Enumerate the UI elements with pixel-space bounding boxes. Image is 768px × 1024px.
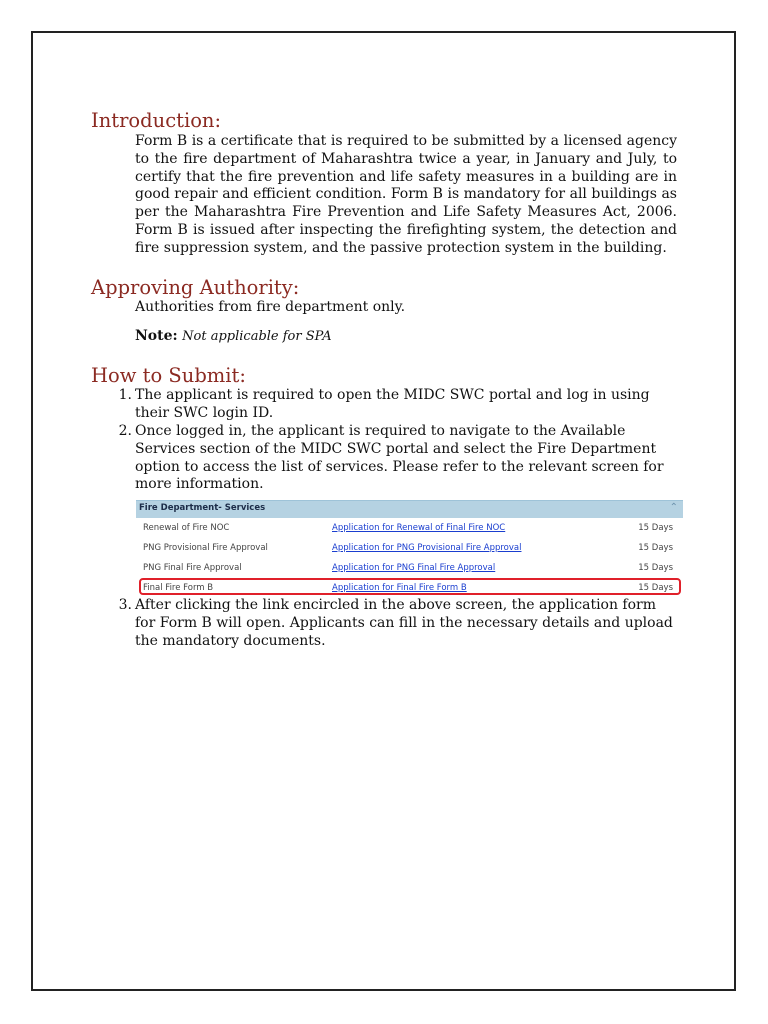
note-text: Not applicable for SPA bbox=[182, 329, 332, 344]
service-days: 15 Days bbox=[638, 563, 673, 573]
form-b-application-link[interactable]: Application for Final Fire Form B bbox=[332, 583, 467, 593]
service-days: 15 Days bbox=[638, 583, 673, 593]
service-name: PNG Final Fire Approval bbox=[143, 563, 242, 573]
service-name: PNG Provisional Fire Approval bbox=[143, 543, 268, 553]
step-text: The applicant is required to open the MIDC SWC portal and log in using their SWC login ID. bbox=[135, 387, 650, 421]
double-chevron-up-icon[interactable]: ⌃ bbox=[669, 502, 678, 513]
service-name: Final Fire Form B bbox=[143, 583, 214, 593]
how-to-submit-heading: How to Submit: bbox=[91, 364, 246, 387]
service-days: 15 Days bbox=[638, 523, 673, 533]
service-application-link[interactable]: Application for PNG Final Fire Approval bbox=[332, 563, 496, 573]
services-panel-title: Fire Department- Services bbox=[139, 503, 266, 513]
step-text: Once logged in, the applicant is required to navigate to the Available Services section of the MIDC SWC portal and select the Fire Department option to access the list of services. Please refer to the relevant screen for more information. bbox=[135, 423, 664, 493]
approving-authority-heading: Approving Authority: bbox=[91, 276, 300, 299]
services-panel-header bbox=[136, 500, 683, 518]
step-text: After clicking the link encircled in the above screen, the application form for Form B will open. Applicants can fill in the necessary details and upload the mandatory documents. bbox=[135, 597, 673, 649]
service-row bbox=[136, 559, 683, 579]
approving-authority-body: Authorities from fire department only. bbox=[135, 299, 406, 315]
service-application-link[interactable]: Application for PNG Provisional Fire Approval bbox=[332, 543, 522, 553]
note bbox=[135, 328, 332, 346]
service-row bbox=[136, 519, 683, 539]
note-label: Note: bbox=[135, 328, 178, 344]
service-row bbox=[136, 539, 683, 559]
service-days: 15 Days bbox=[638, 543, 673, 553]
step-number: 3. bbox=[118, 597, 132, 613]
introduction-body: Form B is a certificate that is required to be submitted by a licensed agency to the fire department of Maharashtra twice a year, in January and July, to certify that the fire prevention and life safety measures in a building are in good repair and efficient condition. Form B is mandatory for all buildings as per the Maharashtra Fire Prevention and Life Safety Measures Act, 2006. Form B is issued after inspecting the firefighting system, the detection and fire suppression system, and the passive protection system in the building. bbox=[135, 133, 677, 256]
service-name: Renewal of Fire NOC bbox=[143, 523, 230, 533]
highlight-circle bbox=[139, 578, 681, 595]
service-application-link[interactable]: Application for Renewal of Final Fire NOC bbox=[332, 523, 506, 533]
step-number: 2. bbox=[118, 423, 132, 439]
fire-department-services-panel bbox=[136, 500, 683, 597]
step-number: 1. bbox=[118, 387, 132, 403]
introduction-heading: Introduction: bbox=[91, 109, 222, 132]
